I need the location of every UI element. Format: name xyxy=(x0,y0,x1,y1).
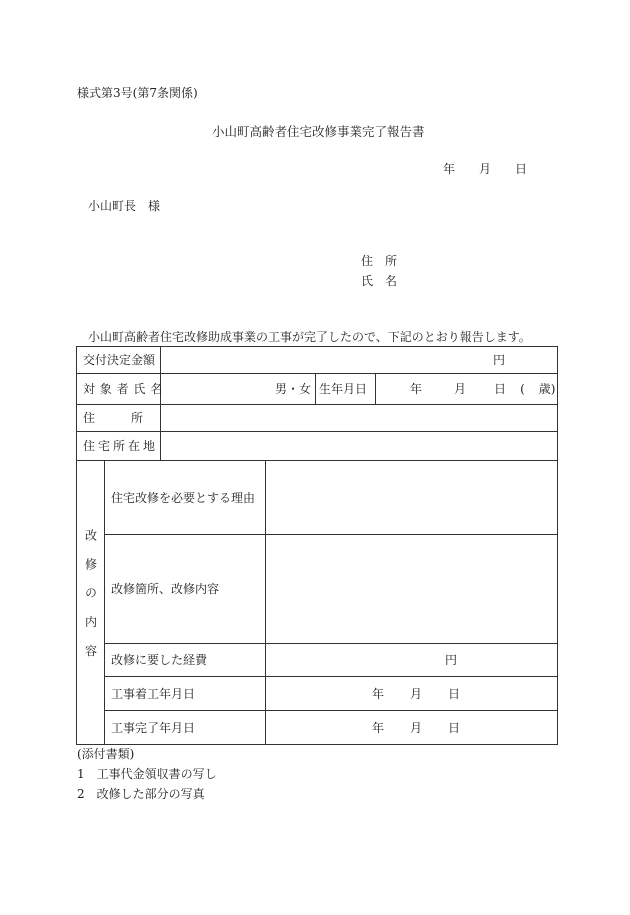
attachment-item: 2 改修した部分の写真 xyxy=(77,787,205,801)
start-date-field[interactable] xyxy=(266,677,558,711)
form-number: 様式第3号(第7条関係) xyxy=(77,86,198,100)
places-label: 改修箇所、改修内容 xyxy=(105,535,266,644)
house-location-field[interactable] xyxy=(161,432,558,461)
address-label: 住 所 xyxy=(77,405,161,432)
grant-amount-label: 交付決定金額 xyxy=(77,347,161,374)
subject-row xyxy=(77,374,558,405)
end-month: 月 xyxy=(410,720,423,735)
address-row xyxy=(77,405,558,432)
cost-label: 改修に要した経費 xyxy=(105,644,266,677)
cost-yen: 円 xyxy=(445,653,458,667)
house-location-row xyxy=(77,432,558,461)
birth-date-field[interactable] xyxy=(376,374,558,405)
modification-section-label-cell xyxy=(77,461,105,745)
end-date-label: 工事完了年月日 xyxy=(105,711,266,745)
end-date-field[interactable] xyxy=(266,711,558,745)
applicant-address-label: 住 所 xyxy=(361,254,398,268)
start-date-label: 工事着工年月日 xyxy=(105,677,266,711)
end-year: 年 xyxy=(372,720,385,735)
cost-row xyxy=(77,644,558,677)
start-year: 年 xyxy=(372,686,385,701)
report-table xyxy=(76,346,558,745)
house-location-label: 住宅所在地 xyxy=(77,432,161,461)
reason-row xyxy=(77,461,558,535)
sex-choice[interactable]: 男・女 xyxy=(275,382,312,396)
age-open: ( xyxy=(520,382,525,396)
start-month: 月 xyxy=(410,686,423,701)
modification-section-label: 改修の内容 xyxy=(83,529,98,673)
grant-amount-yen: 円 xyxy=(493,353,506,367)
reason-field[interactable] xyxy=(266,461,558,535)
attachment-item: 1 工事代金領収書の写し xyxy=(77,767,217,781)
start-date-row xyxy=(77,677,558,711)
birth-day: 日 xyxy=(494,382,507,396)
attachments-heading: (添付書類) xyxy=(77,747,135,761)
end-date-row xyxy=(77,711,558,745)
subject-name-label: 対象者氏名 xyxy=(77,374,161,405)
birth-label: 生年月日 xyxy=(316,374,376,405)
grant-amount-row xyxy=(77,347,558,374)
grant-amount-field[interactable] xyxy=(161,347,558,374)
start-day: 日 xyxy=(448,686,461,701)
places-row xyxy=(77,535,558,644)
addressee: 小山町長 様 xyxy=(88,199,161,213)
applicant-name-label: 氏 名 xyxy=(361,274,398,288)
cost-field[interactable] xyxy=(266,644,558,677)
date-day: 日 xyxy=(515,162,528,176)
document-title: 小山町高齢者住宅改修事業完了報告書 xyxy=(212,124,425,139)
subject-name-field[interactable] xyxy=(161,374,316,405)
address-field[interactable] xyxy=(161,405,558,432)
date-month: 月 xyxy=(479,162,492,176)
reason-label: 住宅改修を必要とする理由 xyxy=(105,461,266,535)
birth-month: 月 xyxy=(454,382,467,396)
places-field[interactable] xyxy=(266,535,558,644)
date-year: 年 xyxy=(443,162,456,176)
birth-year: 年 xyxy=(410,382,423,396)
intro-text: 小山町高齢者住宅改修助成事業の工事が完了したので、下記のとおり報告します。 xyxy=(88,330,531,344)
age-close: 歳) xyxy=(538,382,556,396)
end-day: 日 xyxy=(448,720,461,735)
